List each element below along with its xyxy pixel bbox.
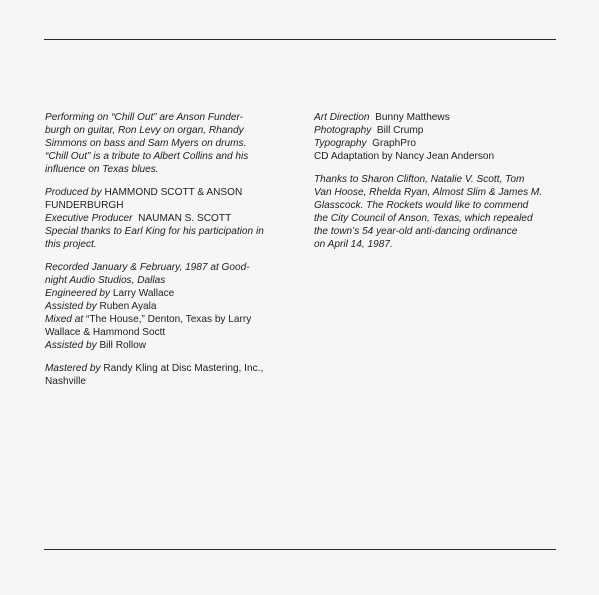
mixed-details: “The House,” Denton, Texas by Larry — [85, 314, 252, 325]
text-line: “Chill Out” is a tribute to Albert Collins and his — [45, 151, 249, 162]
production-paragraph — [45, 186, 285, 251]
right-credits-column — [314, 111, 564, 261]
producer-names-continued: FUNDERBURGH — [45, 200, 124, 211]
mastered-label: Mastered by — [45, 363, 101, 374]
engineer-name: Larry Wallace — [112, 288, 175, 299]
assisted-label: Assisted by — [45, 301, 97, 312]
assisted-line — [45, 339, 285, 352]
art-direction-label: Art Direction — [314, 112, 370, 123]
mixed-label: Mixed at — [45, 314, 84, 325]
photographer-name: Bill Crump — [376, 125, 424, 136]
typography-label: Typography — [314, 138, 367, 149]
photography-label: Photography — [314, 125, 372, 136]
mastering-details: Randy Kling at Disc Mastering, Inc., — [103, 363, 264, 374]
assisted-label: Assisted by — [45, 340, 97, 351]
assisted-line — [45, 300, 285, 313]
produced-by-label: Produced by — [45, 187, 102, 198]
text-line: burgh on guitar, Ron Levy on organ, Rhandy — [45, 125, 244, 136]
assistant-name: Bill Rollow — [99, 340, 146, 351]
special-thanks-line: this project. — [45, 239, 97, 250]
cd-adaptation-line — [314, 150, 564, 163]
cd-adaptation-label: CD Adaptation by — [314, 151, 393, 162]
recording-paragraph — [45, 261, 285, 352]
engineered-label: Engineered by — [45, 288, 111, 299]
art-direction-line — [314, 111, 564, 124]
mixed-line-continued: Wallace & Hammond Soctt — [45, 327, 166, 338]
typography-line — [314, 137, 564, 150]
mixed-line — [45, 313, 285, 326]
engineered-line — [45, 287, 285, 300]
mastered-line-continued: Nashville — [45, 376, 86, 387]
executive-producer-label: Executive Producer — [45, 213, 133, 224]
text-line: Simmons on bass and Sam Myers on drums. — [45, 138, 247, 149]
thanks-paragraph — [314, 173, 564, 251]
text-line: influence on Texas blues. — [45, 164, 159, 175]
text-line: Thanks to Sharon Clifton, Natalie V. Scott, Tom — [314, 174, 525, 185]
photography-line — [314, 124, 564, 137]
recorded-line: night Audio Studios, Dallas — [45, 275, 166, 286]
art-director-name: Bunny Matthews — [375, 112, 450, 123]
text-line: on April 14, 1987. — [314, 239, 393, 250]
special-thanks-line: Special thanks to Earl King for his participation in — [45, 226, 264, 237]
left-credits-column — [45, 111, 285, 398]
text-line: Van Hoose, Rhelda Ryan, Almost Slim & James M. — [314, 187, 543, 198]
executive-producer-line — [45, 212, 285, 225]
typography-name: GraphPro — [372, 138, 416, 149]
top-rule — [44, 39, 556, 40]
mastering-paragraph — [45, 362, 285, 388]
executive-producer-name: NAUMAN S. SCOTT — [138, 213, 232, 224]
text-line: Performing on “Chill Out” are Anson Funder- — [45, 112, 244, 123]
produced-by-line — [45, 186, 285, 199]
performers-paragraph — [45, 111, 285, 176]
mastered-line — [45, 362, 285, 375]
recorded-line: Recorded January & February, 1987 at Good- — [45, 262, 250, 273]
text-line: the City Council of Anson, Texas, which repealed — [314, 213, 533, 224]
producer-names: HAMMOND SCOTT & ANSON — [104, 187, 243, 198]
text-line: Glasscock. The Rockets would like to commend — [314, 200, 529, 211]
bottom-rule — [44, 549, 556, 550]
assistant-name: Ruben Ayala — [99, 301, 157, 312]
art-credits-paragraph — [314, 111, 564, 163]
text-line: the town’s 54 year-old anti-dancing ordinance — [314, 226, 518, 237]
cd-adaptation-name: Nancy Jean Anderson — [395, 151, 495, 162]
